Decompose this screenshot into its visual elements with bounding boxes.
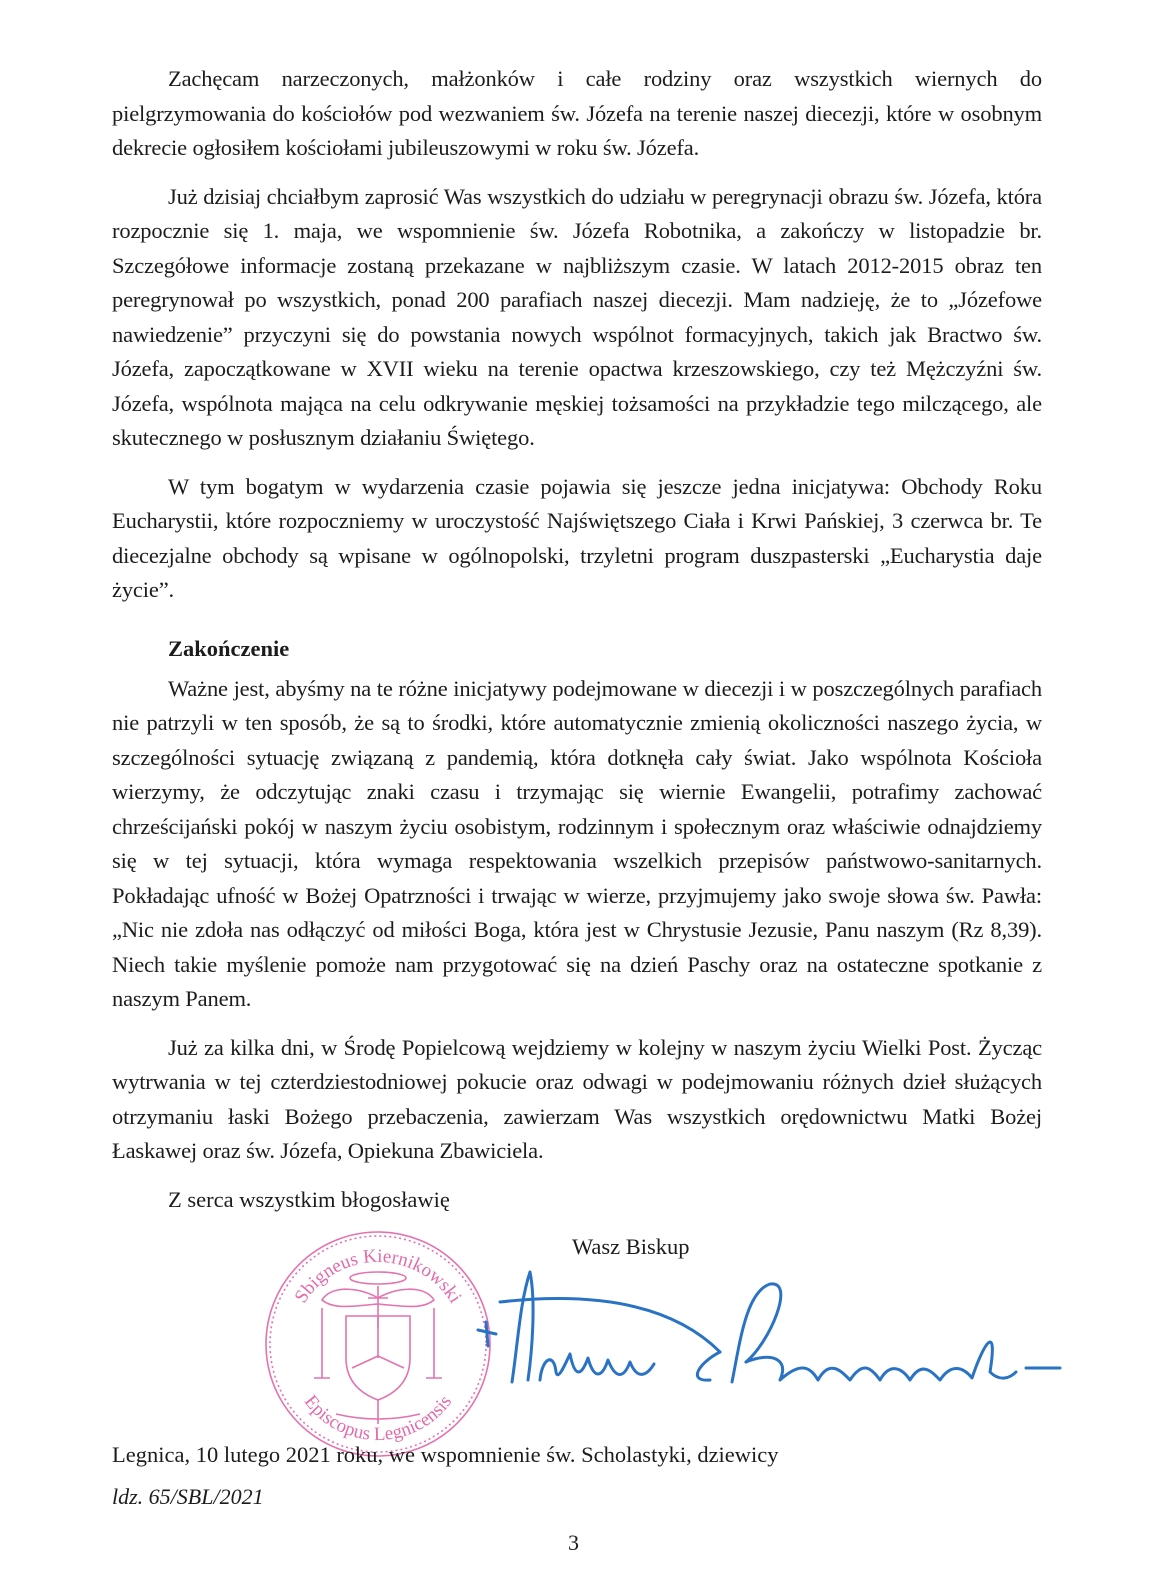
- handwritten-signature: [470, 1262, 1070, 1392]
- letter-body: [112, 62, 1042, 1217]
- episcopal-seal: [262, 1228, 494, 1460]
- paragraph-eucharist-year: W tym bogatym w wydarzenia czasie pojawia się jeszcze jedna inicjatywa: Obchody Roku Eucharystii, które rozpoczniemy w uroczystość Najświętszego Ciała i Krwi Pańskiej, 3 czerwca br. Te diecezjalne obchody są wpisane w ogólnopolski, trzyletni program duszpasterski „Eucharystia daje życie”.: [112, 473, 1042, 602]
- place-and-date: Legnica, 10 lutego 2021 roku, we wspomnienie św. Scholastyki, dziewicy: [112, 1442, 779, 1467]
- signoff: Wasz Biskup: [572, 1234, 690, 1259]
- document-reference-number: ldz. 65/SBL/2021: [112, 1484, 264, 1509]
- section-heading-conclusion: Zakończenie: [168, 635, 290, 661]
- page-number: 3: [568, 1530, 579, 1555]
- paragraph-conclusion: Ważne jest, abyśmy na te różne inicjatywy podejmowane w diecezji i w poszczególnych parafiach nie patrzyli w ten sposób, że są to środki, które automatycznie zmienią okoliczności naszego życia, w szczególności sytuację związaną z pandemią, która dotknęła cały świat. Jako wspólnota Kościoła wierzymy, że odczytując znaki czasu i trzymając się wiernie Ewangelii, potrafimy zachować chrześcijański pokój w naszym życiu osobistym, rodzinnym i społecznym oraz właściwie odnajdziemy się w tej sytuacji, która wymaga respektowania wszelkich przepisów państwowo-sanitarnych. Pokładając ufność w Bożej Opatrzności i trwając w wierze, przyjmujemy jako swoje słowa św. Pawła: „Nic nie zdoła nas odłączyć od miłości Boga, która jest w Chrystusie Jezusie, Panu naszym (Rz 8,39). Niech takie myślenie pomoże nam przygotować się na dzień Paschy oraz na ostateczne spotkanie z naszym Panem.: [112, 675, 1042, 1011]
- seal-text-bottom: Episcopus Legnicensis: [299, 1391, 457, 1446]
- paragraph-pilgrimage: Zachęcam narzeczonych, małżonków i całe rodziny oraz wszystkich wiernych do pielgrzymowania do kościołów pod wezwaniem św. Józefa na terenie naszej diecezji, które w osobnym dekrecie ogłosiłem kościołami jubileuszowymi w roku św. Józefa.: [112, 66, 1042, 160]
- paragraph-peregrination: Już dzisiaj chciałbym zaprosić Was wszystkich do udziału w peregrynacji obrazu św. Józefa, która rozpocznie się 1. maja, we wspomnienie św. Józefa Robotnika, a zakończy w listopadzie br. Szczegółowe informacje zostaną przekazane w najbliższym czasie. W latach 2012-2015 obraz ten peregrynował po wszystkich, ponad 200 parafiach naszej diecezji. Mam nadzieję, że to „Józefowe nawiedzenie” przyczyni się do powstania nowych wspólnot formacyjnych, takich jak Bractwo św. Józefa, zapoczątkowane w XVII wieku na terenie opactwa krzeszowskiego, czy też Mężczyźni św. Józefa, wspólnota mająca na celu odkrywanie męskiej tożsamości na przykładzie tego milczącego, ale skutecznego w posłusznym działaniu Świętego.: [112, 183, 1042, 450]
- closing-blessing: Z serca wszystkim błogosławię: [168, 1186, 450, 1212]
- seal-text-top: Sbigneus Kiernikowski: [290, 1245, 466, 1307]
- paragraph-lent: Już za kilka dni, w Środę Popielcową wejdziemy w kolejny w naszym życiu Wielki Post. Życząc wytrwania w tej czterdziestodniowej pokucie oraz odwagi w podejmowaniu różnych dzieł służących otrzymaniu łaski Bożego przebaczenia, zawierzam Was wszystkich orędownictwu Matki Bożej Łaskawej oraz św. Józefa, Opiekuna Zbawiciela.: [112, 1034, 1042, 1163]
